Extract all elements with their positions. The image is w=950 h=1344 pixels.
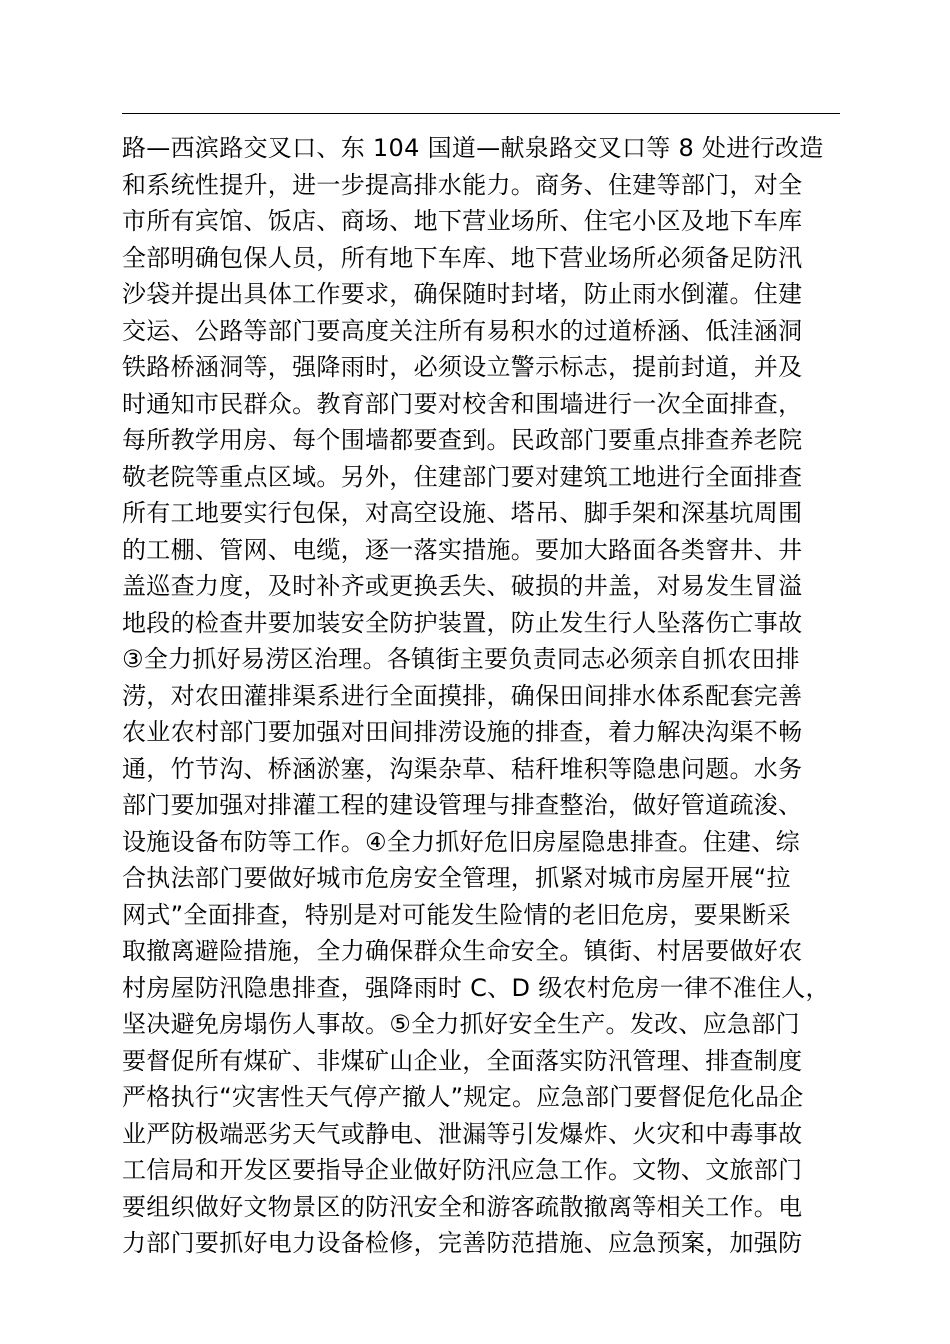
text-line: 要组织做好文物景区的防汛安全和游客疏散撤离等相关工作。电 (122, 1192, 803, 1221)
text-line: 业严防极端恶劣天气或静电、泄漏等引发爆炸、火灾和中毒事故 (122, 1119, 803, 1148)
text-line: 设施设备布防等工作。④全力抓好危旧房屋隐患排查。住建、综 (122, 827, 800, 856)
text-line: 和系统性提升，进一步提高排水能力。商务、住建等部门，对全 (122, 170, 803, 199)
text-line: 沙袋并提出具体工作要求，确保随时封堵，防止雨水倒灌。住建 (122, 280, 803, 308)
text-line: 坚决避免房塌伤人事故。⑤全力抓好安全生产。发改、应急部门 (122, 1010, 800, 1038)
text-line: 要督促所有煤矿、非煤矿山企业，全面落实防汛管理、排查制度 (122, 1046, 803, 1075)
text-line: 全部明确包保人员，所有地下车库、地下营业场所必须备足防汛 (122, 243, 803, 272)
text-line: 的工棚、管网、电缆，逐一落实措施。要加大路面各类窨井、井 (122, 535, 803, 564)
text-line: 交运、公路等部门要高度关注所有易积水的过道桥涵、低洼涵洞 (122, 316, 803, 345)
text-line: 取撤离避险措施，全力确保群众生命安全。镇街、村居要做好农 (122, 937, 803, 965)
text-line: 通，竹节沟、桥涵淤塞，沟渠杂草、秸秆堆积等隐患问题。水务 (122, 754, 803, 783)
body-text (122, 130, 862, 1262)
text-line: 时通知市民群众。教育部门要对校舍和围墙进行一次全面排查， (122, 389, 803, 418)
text-line: 路—西滨路交叉口、东 104 国道—献泉路交叉口等 8 处进行改造 (122, 134, 824, 162)
text-line: 地段的检查井要加装安全防护装置，防止发生行人坠落伤亡事故 (122, 608, 803, 637)
header-rule (122, 113, 840, 114)
text-line: 工信局和开发区要指导企业做好防汛应急工作。文物、文旅部门 (122, 1156, 803, 1184)
text-line: 部门要加强对排灌工程的建设管理与排查整治，做好管道疏浚、 (122, 791, 803, 819)
text-line: 网式”全面排查，特别是对可能发生险情的老旧危房，要果断采 (122, 900, 791, 929)
text-line: 铁路桥涵洞等，强降雨时，必须设立警示标志，提前封道，并及 (122, 353, 803, 381)
text-line: 涝，对农田灌排渠系进行全面摸排，确保田间排水体系配套完善 (122, 681, 803, 710)
text-line: 农业农村部门要加强对田间排涝设施的排查，着力解决沟渠不畅 (122, 718, 803, 746)
text-line: 严格执行“灾害性天气停产撤人”规定。应急部门要督促危化品企 (122, 1083, 804, 1111)
text-line: 合执法部门要做好城市危房安全管理，抓紧对城市房屋开展“拉 (122, 864, 791, 892)
text-line: 每所教学用房、每个围墙都要查到。民政部门要重点排查养老院 (122, 426, 803, 454)
text-line: 力部门要抓好电力设备检修，完善防范措施、应急预案，加强防 (122, 1229, 803, 1257)
text-line: ③全力抓好易涝区治理。各镇街主要负责同志必须亲自抓农田排 (122, 645, 800, 673)
text-line: 村房屋防汛隐患排查，强降雨时 C、D 级农村危房一律不准住人， (122, 973, 830, 1002)
text-line: 敬老院等重点区域。另外，住建部门要对建筑工地进行全面排查 (122, 462, 803, 491)
text-line: 盖巡查力度，及时补齐或更换丢失、破损的井盖，对易发生冒溢 (122, 572, 803, 600)
text-line: 市所有宾馆、饭店、商场、地下营业场所、住宅小区及地下车库 (122, 207, 803, 235)
text-line: 所有工地要实行包保，对高空设施、塔吊、脚手架和深基坑周围 (122, 499, 803, 527)
